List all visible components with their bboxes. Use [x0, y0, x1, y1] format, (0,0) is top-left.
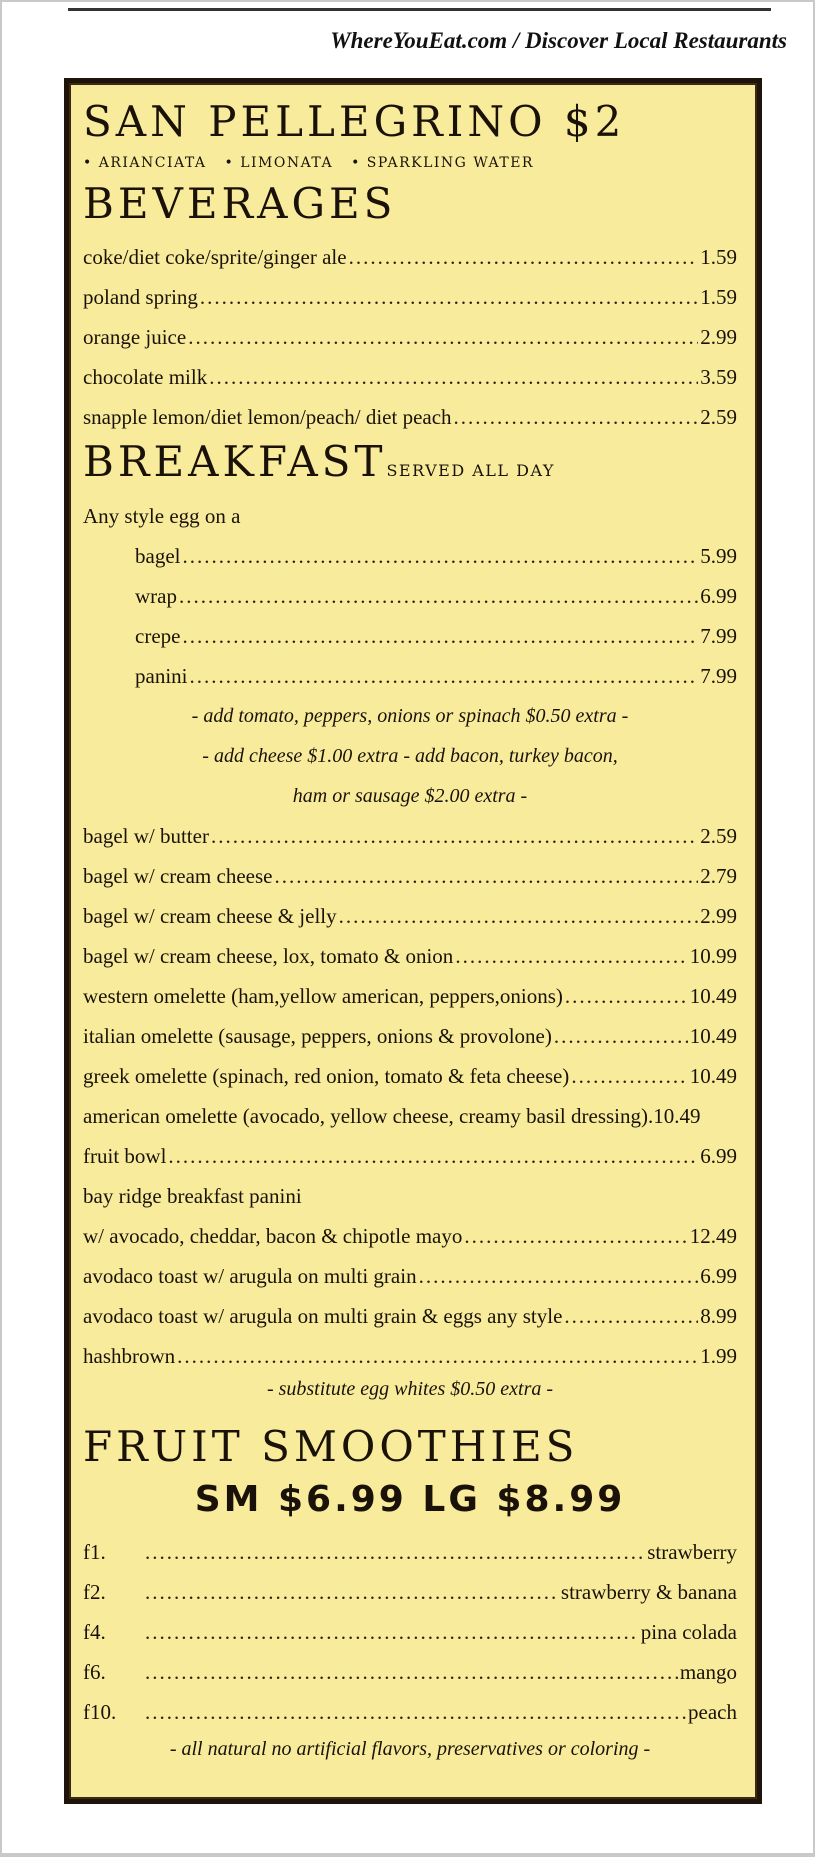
item-name: coke/diet coke/sprite/ginger ale: [83, 245, 347, 269]
leader-dots: [565, 976, 688, 1016]
smoothie-code: f6.: [83, 1660, 106, 1684]
item-price: 1.59: [700, 285, 737, 309]
menu-item: [83, 816, 737, 856]
item-price: 10.49: [689, 1064, 737, 1088]
menu-item: [83, 1136, 737, 1176]
menu-item: [83, 616, 737, 656]
smoothie-item: [83, 1612, 737, 1652]
item-price: 6.99: [700, 1264, 737, 1288]
leader-dots: [571, 1056, 687, 1096]
item-name: chocolate milk: [83, 365, 208, 389]
smoothie-name: pina colada: [640, 1620, 737, 1644]
menu-item: [83, 237, 737, 277]
leader-dots: [145, 1652, 678, 1692]
smoothie-code: f10.: [83, 1700, 117, 1724]
smoothies-title: FRUIT SMOOTHIES: [83, 1422, 579, 1471]
leader-dots: [145, 1612, 639, 1652]
item-price: 10.49: [689, 1024, 737, 1048]
menu-item: [83, 936, 737, 976]
item-price: 2.59: [700, 824, 737, 848]
smoothie-item: [83, 1692, 737, 1732]
item-price: 10.99: [689, 944, 737, 968]
leader-dots: [145, 1532, 645, 1572]
smoothie-name: peach: [688, 1700, 737, 1724]
item-name: hashbrown: [83, 1344, 176, 1368]
menu-item: [83, 656, 737, 696]
item-price: 2.99: [700, 325, 737, 349]
panini-title: bay ridge breakfast panini: [83, 1184, 302, 1208]
leader-dots: [145, 1572, 559, 1612]
item-name: western omelette (ham,yellow american, peppers,onions): [83, 984, 563, 1008]
item-name: crepe: [135, 624, 181, 648]
leader-dots: [182, 536, 698, 576]
flavor-item: • LIMONATA: [224, 155, 334, 171]
menu-item: [83, 1216, 737, 1256]
leader-dots: [200, 277, 698, 317]
egg-white-note: - substitute egg whites $0.50 extra -: [266, 1378, 554, 1400]
menu-item: [83, 1096, 737, 1136]
item-price: 7.99: [700, 624, 737, 648]
menu-item: [83, 976, 737, 1016]
leader-dots: [179, 576, 698, 616]
item-price: 3.59: [700, 365, 737, 389]
leader-dots: [168, 1136, 698, 1176]
item-price: 1.99: [700, 1344, 737, 1368]
item-name: snapple lemon/diet lemon/peach/ diet peach: [83, 405, 452, 429]
breakfast-served-note: SERVED ALL DAY: [386, 461, 555, 480]
item-name: fruit bowl: [83, 1144, 167, 1168]
menu-item: [83, 896, 737, 936]
menu-item: [83, 1296, 737, 1336]
menu-item: [83, 317, 737, 357]
item-name: greek omelette (spinach, red onion, tomato & feta cheese): [83, 1064, 570, 1088]
item-name: italian omelette (sausage, peppers, onions & provolone): [83, 1024, 552, 1048]
menu-item: [83, 277, 737, 317]
item-name: american omelette (avocado, yellow cheese, creamy basil dressing).: [83, 1104, 654, 1128]
leader-dots: [145, 1692, 686, 1732]
leader-dots: [190, 656, 699, 696]
item-price: 2.99: [700, 904, 737, 928]
menu-item: [83, 1336, 737, 1376]
leader-dots: [188, 317, 698, 357]
item-name: avodaco toast w/ arugula on multi grain & eggs any style: [83, 1304, 563, 1328]
smoothie-item: [83, 1572, 737, 1612]
item-name: avodaco toast w/ arugula on multi grain: [83, 1264, 417, 1288]
leader-dots: [274, 856, 698, 896]
menu-content: [83, 97, 737, 1766]
leader-dots: [177, 1336, 698, 1376]
leader-dots: [211, 816, 698, 856]
item-name: w/ avocado, cheddar, bacon & chipotle mayo: [83, 1224, 463, 1248]
leader-dots: [339, 896, 699, 936]
smoothie-prices: SM $6.99 LG $8.99: [194, 1479, 626, 1520]
leader-dots: [554, 1016, 688, 1056]
leader-dots: [349, 237, 699, 277]
smoothie-name: strawberry & banana: [560, 1580, 737, 1604]
san-pellegrino-flavors: [83, 155, 737, 171]
smoothie-code: f2.: [83, 1580, 106, 1604]
menu-item: [83, 1256, 737, 1296]
item-price: 7.99: [700, 664, 737, 688]
menu-item: [83, 397, 737, 437]
item-name: panini: [135, 664, 188, 688]
smoothie-name: strawberry: [647, 1540, 737, 1564]
item-name: bagel: [135, 544, 181, 568]
beverages-title: BEVERAGES: [83, 179, 397, 228]
menu-panel: [64, 78, 762, 1804]
item-name: bagel w/ cream cheese, lox, tomato & onion: [83, 944, 454, 968]
item-price: 8.99: [700, 1304, 737, 1328]
flavor-item: • ARIANCIATA: [83, 155, 207, 171]
menu-item: [83, 576, 737, 616]
menu-item: [83, 1056, 737, 1096]
smoothie-item: [83, 1652, 737, 1692]
item-name: orange juice: [83, 325, 187, 349]
extras-note: ham or sausage $2.00 extra -: [292, 785, 528, 807]
breakfast-title-text: BREAKFAST: [83, 437, 387, 486]
flavor-item: • SPARKLING WATER: [351, 155, 534, 171]
item-name: poland spring: [83, 285, 198, 309]
leader-dots: [455, 936, 687, 976]
item-name: wrap: [135, 584, 177, 608]
leader-dots: [182, 616, 698, 656]
leader-dots: [564, 1296, 698, 1336]
item-price: 2.59: [700, 405, 737, 429]
smoothie-item: [83, 1532, 737, 1572]
item-price: 1.59: [700, 245, 737, 269]
menu-item: [83, 1016, 737, 1056]
smoothie-code: f1.: [83, 1540, 106, 1564]
item-price: 10.49: [689, 984, 737, 1008]
extras-note: - add tomato, peppers, onions or spinach $0.50 extra -: [191, 705, 629, 727]
smoothie-name: mango: [679, 1660, 737, 1684]
breakfast-title: [83, 437, 737, 496]
smoothies-footer-note: - all natural no artificial flavors, preservatives or coloring -: [169, 1738, 651, 1760]
san-pellegrino-title: SAN PELLEGRINO $2: [83, 97, 626, 146]
item-price: 10.49: [653, 1104, 701, 1128]
extras-note: - add cheese $1.00 extra - add bacon, turkey bacon,: [202, 745, 618, 767]
top-rule: [68, 8, 771, 11]
leader-dots: [464, 1216, 687, 1256]
item-price: 2.79: [700, 864, 737, 888]
item-name: bagel w/ butter: [83, 824, 209, 848]
item-price: 5.99: [700, 544, 737, 568]
item-price: 12.49: [689, 1224, 737, 1248]
item-price: 6.99: [700, 1144, 737, 1168]
item-name: bagel w/ cream cheese: [83, 864, 273, 888]
egg-intro: Any style egg on a: [83, 504, 241, 528]
menu-item: [83, 536, 737, 576]
leader-dots: [454, 397, 699, 437]
leader-dots: [419, 1256, 699, 1296]
item-price: 6.99: [700, 584, 737, 608]
menu-item: [83, 856, 737, 896]
leader-dots: [209, 357, 698, 397]
site-header[interactable]: WhereYouEat.com / Discover Local Restaurants: [330, 28, 787, 53]
smoothie-code: f4.: [83, 1620, 106, 1644]
menu-item: [83, 357, 737, 397]
item-name: bagel w/ cream cheese & jelly: [83, 904, 337, 928]
